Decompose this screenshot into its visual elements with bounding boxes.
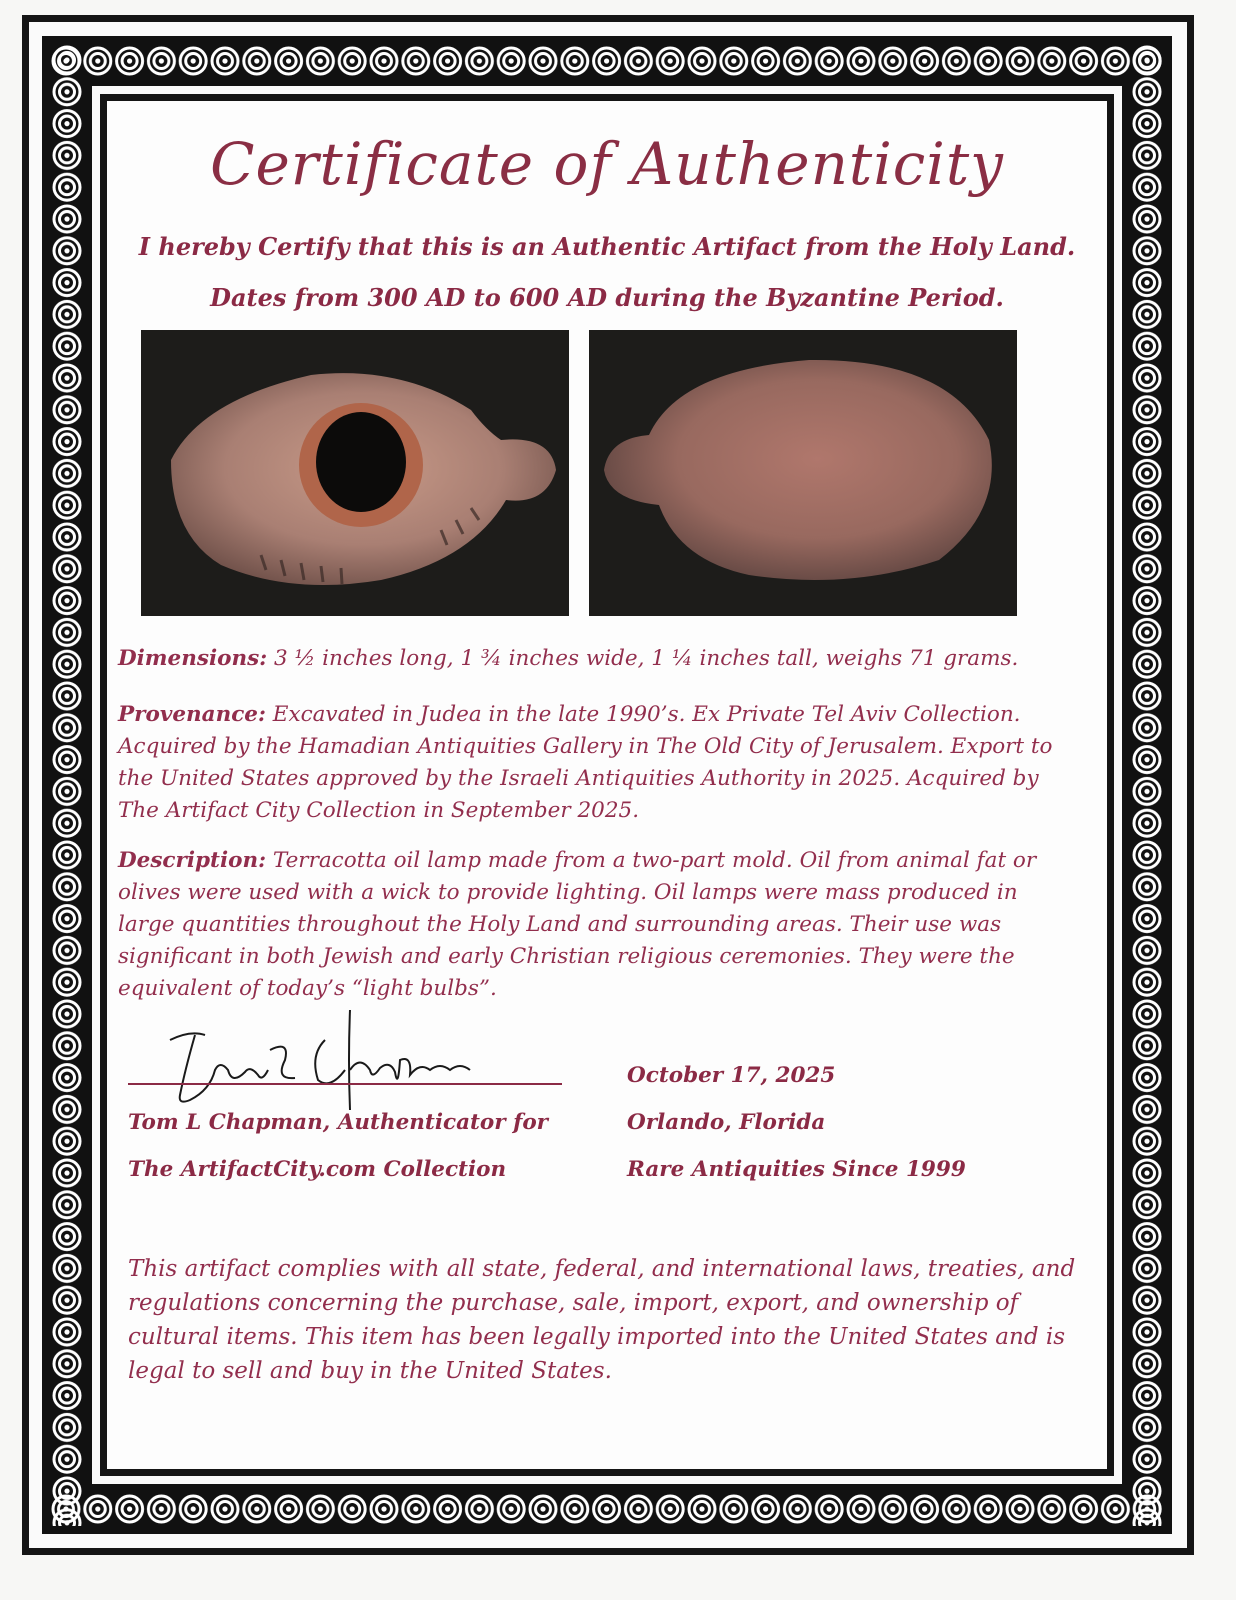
- dimensions-section: [118, 643, 1058, 675]
- certificate-title: Certificate of Authenticity: [210, 130, 1004, 198]
- description-section: [118, 845, 1058, 1005]
- handwritten-signature: [150, 1000, 480, 1120]
- artifact-photo-bottom: [589, 330, 1017, 616]
- description-label: Description:: [118, 848, 267, 873]
- company-tagline: Rare Antiquities Since 1999: [627, 1157, 966, 1182]
- oil-lamp-top-image: [141, 330, 569, 616]
- signature-line: [128, 1083, 562, 1085]
- date-range-statement: Dates from 300 AD to 600 AD during the Byzantine Period.: [210, 283, 1004, 312]
- oil-lamp-bottom-image: [589, 330, 1017, 616]
- collection-name: The ArtifactCity.com Collection: [128, 1157, 507, 1182]
- description-text: Terracotta oil lamp made from a two-part mold. Oil from animal fat or olives were used with a wick to provide lighting. Oil lamps were mass produced in large quantities throughout the Holy Land and surrounding areas. Their use was significant in both Jewish and early Christian religious ceremonies. They were the equivalent of today’s “light bulbs”.: [118, 848, 1037, 1001]
- certificate-location: Orlando, Florida: [627, 1110, 826, 1135]
- certificate-date: October 17, 2025: [627, 1063, 836, 1088]
- certify-statement: I hereby Certify that this is an Authentic Artifact from the Holy Land.: [138, 232, 1076, 261]
- dimensions-label: Dimensions:: [118, 646, 268, 671]
- authenticator-name: Tom L Chapman, Authenticator for: [128, 1110, 549, 1135]
- provenance-text: Excavated in Judea in the late 1990’s. Ex Private Tel Aviv Collection. Acquired by the Hamadian Antiquities Gallery in The Old City of Jerusalem. Export to the United States approved by the Israeli Antiquities Authority in 2025. Acquired by The Artifact City Collection in September 2025.: [118, 702, 1053, 823]
- artifact-photo-top: [141, 330, 569, 616]
- provenance-section: [118, 699, 1058, 827]
- provenance-label: Provenance:: [118, 702, 266, 727]
- compliance-statement: This artifact complies with all state, federal, and international laws, treaties, and regulations concerning the purchase, sale, import, export, and ownership of cultural items. This item has been legally imported into the United States and is legal to sell and buy in the United States.: [128, 1256, 1076, 1384]
- dimensions-text: 3 ½ inches long, 1 ¾ inches wide, 1 ¼ inches tall, weighs 71 grams.: [267, 646, 1019, 671]
